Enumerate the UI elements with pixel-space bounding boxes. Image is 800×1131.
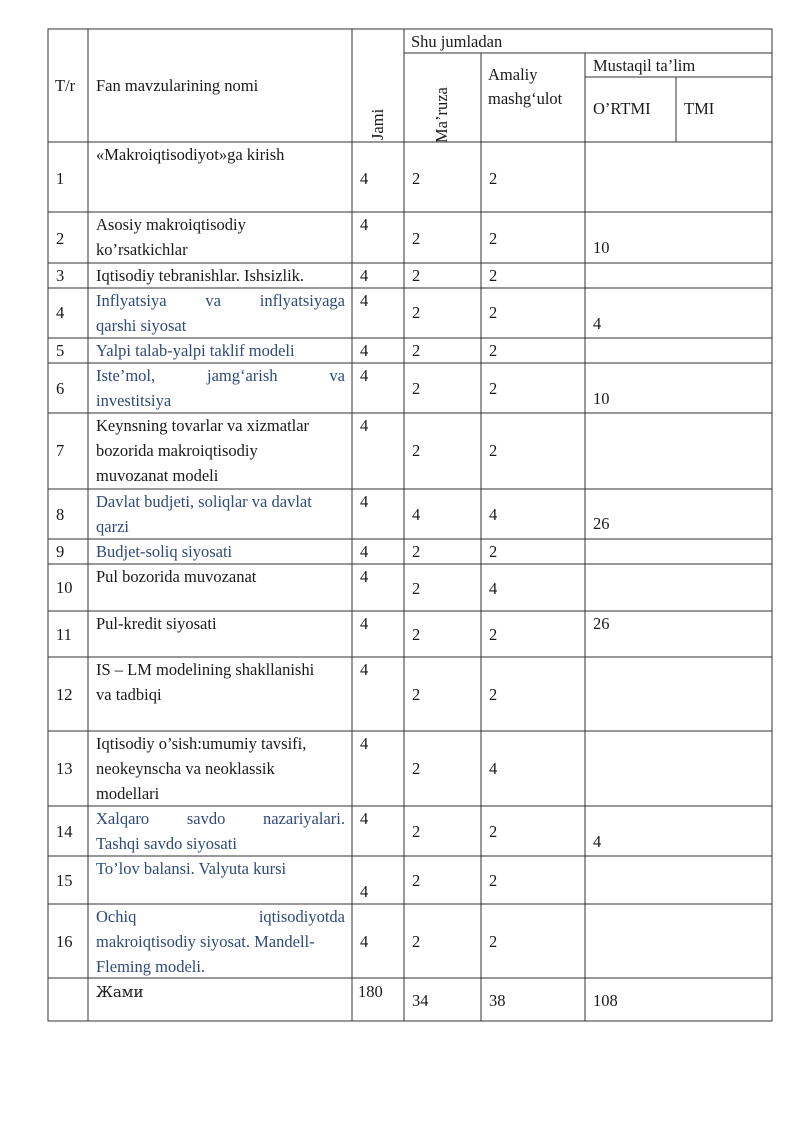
row-6-maruza: 2 xyxy=(412,379,421,398)
row-14-jami: 4 xyxy=(360,809,369,828)
row-9-number: 9 xyxy=(56,542,65,561)
header-mustaqil-talim: Mustaqil ta’lim xyxy=(593,56,696,75)
row-16-topic-line1 xyxy=(96,904,345,929)
row-6-word-2: jamg‘arish xyxy=(206,366,278,385)
row-7-amaliy: 2 xyxy=(489,441,498,460)
row-16-number: 16 xyxy=(56,932,73,951)
row-13-topic-line1: Iqtisodiy o’sish:umumiy tavsifi, xyxy=(96,734,307,753)
row-2-maruza: 2 xyxy=(412,229,421,248)
row-2-ortmi: 10 xyxy=(593,238,610,257)
header-tmi: TMI xyxy=(684,99,715,118)
row-11-amaliy: 2 xyxy=(489,625,498,644)
header-ortmi: O’RTMI xyxy=(593,99,651,118)
row-12-maruza: 2 xyxy=(412,685,421,704)
row-5-number: 5 xyxy=(56,341,65,360)
row-16-word-2: iqtisodiyotda xyxy=(258,907,345,926)
row-8-jami: 4 xyxy=(360,492,369,511)
row-16-jami: 4 xyxy=(360,932,369,951)
row-6-amaliy: 2 xyxy=(489,379,498,398)
row-10-maruza: 2 xyxy=(412,579,421,598)
row-14-topic-line1 xyxy=(96,806,345,831)
row-3-amaliy: 2 xyxy=(489,266,498,285)
row-10-number: 10 xyxy=(56,578,73,597)
row-15-topic: To’lov balansi. Valyuta kursi xyxy=(96,859,287,878)
row-16-word-1: Ochiq xyxy=(96,907,137,926)
total-ortmi: 108 xyxy=(593,991,618,1010)
row-16-topic-line1-text xyxy=(96,904,345,929)
row-8-ortmi: 26 xyxy=(593,514,610,533)
row-14-ortmi: 4 xyxy=(593,832,602,851)
header-topic-name: Fan mavzularining nomi xyxy=(96,76,259,95)
row-4-amaliy: 2 xyxy=(489,303,498,322)
header-maruza: Ma’ruza xyxy=(432,87,451,143)
row-8-number: 8 xyxy=(56,505,65,524)
row-4-ortmi: 4 xyxy=(593,314,602,333)
row-14-word-3: nazariyalari. xyxy=(263,809,345,828)
row-9-maruza: 2 xyxy=(412,542,421,561)
row-11-maruza: 2 xyxy=(412,625,421,644)
row-11-number: 11 xyxy=(56,625,72,644)
row-4-word-1: Inflyatsiya xyxy=(96,291,167,310)
row-4-maruza: 2 xyxy=(412,303,421,322)
row-13-topic-line2: neokeynscha va neoklassik xyxy=(96,759,275,778)
total-amaliy: 38 xyxy=(489,991,506,1010)
row-13-topic-line3: modellari xyxy=(96,784,160,803)
row-14-maruza: 2 xyxy=(412,822,421,841)
row-4-topic-line2: qarshi siyosat xyxy=(96,316,187,335)
row-8-maruza: 4 xyxy=(412,505,421,524)
row-14-amaliy: 2 xyxy=(489,822,498,841)
row-3-jami: 4 xyxy=(360,266,369,285)
row-12-number: 12 xyxy=(56,685,73,704)
row-6-word-3: va xyxy=(329,366,345,385)
row-7-maruza: 2 xyxy=(412,441,421,460)
row-16-topic-line2: makroiqtisodiy siyosat. Mandell- xyxy=(96,932,315,951)
row-3-number: 3 xyxy=(56,266,65,285)
total-jami: 180 xyxy=(358,982,383,1001)
row-13-number: 13 xyxy=(56,759,73,778)
row-5-jami: 4 xyxy=(360,341,369,360)
row-1-amaliy: 2 xyxy=(489,169,498,188)
row-4-jami: 4 xyxy=(360,291,369,310)
header-amaliy-line2: mashg‘ulot xyxy=(488,89,563,108)
row-12-topic-line2: va tadbiqi xyxy=(96,685,162,704)
row-7-jami: 4 xyxy=(360,416,369,435)
row-9-jami: 4 xyxy=(360,542,369,561)
row-1-jami: 4 xyxy=(360,169,369,188)
row-8-amaliy: 4 xyxy=(489,505,498,524)
row-11-topic: Pul-kredit siyosati xyxy=(96,614,217,633)
row-4-word-2: va xyxy=(205,291,221,310)
row-1-maruza: 2 xyxy=(412,169,421,188)
row-11-jami: 4 xyxy=(360,614,369,633)
row-7-topic-line1: Keynsning tovarlar va xizmatlar xyxy=(96,416,310,435)
row-7-number: 7 xyxy=(56,441,65,460)
row-9-topic: Budjet-soliq siyosati xyxy=(96,542,233,561)
row-13-amaliy: 4 xyxy=(489,759,498,778)
row-6-topic-line1-text xyxy=(96,363,345,388)
row-12-jami: 4 xyxy=(360,660,369,679)
row-15-number: 15 xyxy=(56,871,73,890)
row-15-amaliy: 2 xyxy=(489,871,498,890)
row-9-amaliy: 2 xyxy=(489,542,498,561)
row-3-topic: Iqtisodiy tebranishlar. Ishsizlik. xyxy=(96,266,305,285)
header-tr: T/r xyxy=(55,76,76,95)
row-5-topic: Yalpi talab-yalpi taklif modeli xyxy=(96,341,295,360)
row-6-topic-line2: investitsiya xyxy=(96,391,172,410)
row-2-topic-line1: Asosiy makroiqtisodiy xyxy=(96,215,246,234)
row-13-jami: 4 xyxy=(360,734,369,753)
row-15-jami: 4 xyxy=(360,882,369,901)
row-8-topic-line1: Davlat budjeti, soliqlar va davlat xyxy=(96,492,312,511)
row-2-jami: 4 xyxy=(360,215,369,234)
row-14-word-2: savdo xyxy=(186,809,226,828)
row-12-amaliy: 2 xyxy=(489,685,498,704)
row-6-word-1: Iste’mol, xyxy=(96,366,156,385)
row-11-ortmi: 26 xyxy=(593,614,610,633)
row-7-topic-line3: muvozanat modeli xyxy=(96,466,219,485)
row-14-word-1: Xalqaro xyxy=(96,809,150,828)
row-1-number: 1 xyxy=(56,169,65,188)
row-6-ortmi: 10 xyxy=(593,389,610,408)
row-7-topic-line2: bozorida makroiqtisodiy xyxy=(96,441,258,460)
row-16-topic-line3: Fleming modeli. xyxy=(96,957,206,976)
row-6-topic-line1 xyxy=(96,363,345,388)
row-4-topic-line1-text xyxy=(96,288,345,313)
row-1-topic: «Makroiqtisodiyot»ga kirish xyxy=(96,145,285,164)
row-5-amaliy: 2 xyxy=(489,341,498,360)
row-2-number: 2 xyxy=(56,229,65,248)
header-jami: Jami xyxy=(368,108,387,140)
row-4-word-3: inflyatsiyaga xyxy=(259,291,345,310)
row-14-topic-line1-text xyxy=(96,806,345,831)
row-3-maruza: 2 xyxy=(412,266,421,285)
row-15-maruza: 2 xyxy=(412,871,421,890)
header-shu-jumladan: Shu jumladan xyxy=(411,32,503,51)
row-10-jami: 4 xyxy=(360,567,369,586)
row-12-topic-line1: IS – LM modelining shakllanishi xyxy=(96,660,315,679)
row-4-number: 4 xyxy=(56,303,65,322)
row-6-number: 6 xyxy=(56,379,65,398)
row-13-maruza: 2 xyxy=(412,759,421,778)
row-10-topic: Pul bozorida muvozanat xyxy=(96,567,257,586)
row-16-maruza: 2 xyxy=(412,932,421,951)
row-5-maruza: 2 xyxy=(412,341,421,360)
total-label: Жами xyxy=(96,983,144,1001)
row-8-topic-line2: qarzi xyxy=(96,517,129,536)
row-4-topic-line1 xyxy=(96,288,345,313)
header-amaliy-line1: Amaliy xyxy=(488,65,538,84)
row-2-amaliy: 2 xyxy=(489,229,498,248)
total-maruza: 34 xyxy=(412,991,429,1010)
row-14-number: 14 xyxy=(56,822,73,841)
row-2-topic-line2: ko’rsatkichlar xyxy=(96,240,188,259)
row-14-topic-line2: Tashqi savdo siyosati xyxy=(96,834,237,853)
row-10-amaliy: 4 xyxy=(489,579,498,598)
row-16-amaliy: 2 xyxy=(489,932,498,951)
row-6-jami: 4 xyxy=(360,366,369,385)
